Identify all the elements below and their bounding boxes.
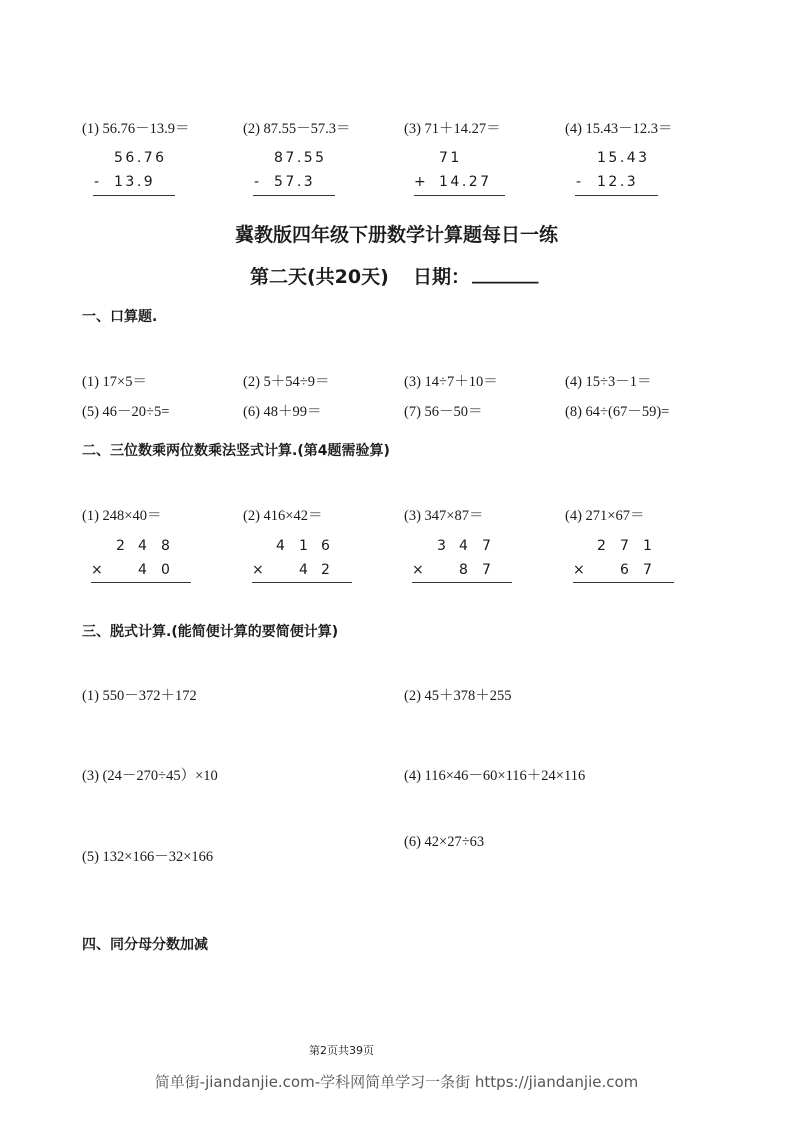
mul-4-op: × <box>573 562 585 578</box>
mul-2-digit: 6 <box>321 538 330 554</box>
s2-problem-4: (4) 271×67＝ <box>565 508 645 524</box>
s1-problem-7: (7) 56－50＝ <box>404 404 483 420</box>
mul-2-op: × <box>252 562 264 578</box>
problem-top-4: (4) 15.43－12.3＝ <box>565 121 673 137</box>
mul-2-digit: 4 <box>299 562 308 578</box>
s1-problem-5: (5) 46－20÷5= <box>82 404 170 420</box>
mul-1-digit: 2 <box>116 538 125 554</box>
s1-problem-1: (1) 17×5＝ <box>82 374 147 390</box>
s1-problem-8: (8) 64÷(67－59)= <box>565 404 670 420</box>
page-title: 冀教版四年级下册数学计算题每日一练 <box>234 224 558 246</box>
section-4-heading: 四、同分母分数加减 <box>82 937 208 953</box>
s3-problem-4: (4) 116×46－60×116＋24×116 <box>404 768 586 784</box>
vertical-top-1-line <box>93 195 175 196</box>
vertical-top-1-op: - <box>94 174 102 190</box>
s3-problem-5: (5) 132×166－32×166 <box>82 849 214 865</box>
mul-4-digit: 7 <box>643 562 652 578</box>
vertical-top-3-op: + <box>414 174 429 190</box>
mul-4-digit: 6 <box>620 562 629 578</box>
s1-problem-2: (2) 5＋54÷9＝ <box>243 374 330 390</box>
vertical-top-3-line <box>414 195 505 196</box>
section-1-heading: 一、口算题. <box>82 309 158 325</box>
mul-3-digit: 4 <box>459 538 468 554</box>
day-label: 第二天(共20天) <box>250 266 389 288</box>
mul-3-digit: 7 <box>482 562 491 578</box>
section-2-heading: 二、三位数乘两位数乘法竖式计算.(第4题需验算) <box>82 443 390 459</box>
mul-1-digit: 8 <box>161 538 170 554</box>
s3-problem-2: (2) 45＋378＋255 <box>404 688 512 704</box>
mul-2-line <box>252 582 352 583</box>
page-number: 第2页共39页 <box>309 1044 374 1057</box>
problem-top-1: (1) 56.76－13.9＝ <box>82 121 190 137</box>
s3-problem-6: (6) 42×27÷63 <box>404 834 485 850</box>
mul-2-digit: 2 <box>321 562 330 578</box>
vertical-top-4-bottom: 12.3 <box>597 174 639 190</box>
mul-2-digit: 1 <box>299 538 308 554</box>
s3-problem-1: (1) 550－372＋172 <box>82 688 197 704</box>
s2-problem-2: (2) 416×42＝ <box>243 508 323 524</box>
mul-2-digit: 4 <box>276 538 285 554</box>
section-3-heading: 三、脱式计算.(能简便计算的要简便计算) <box>82 624 339 640</box>
vertical-top-4-top: 15.43 <box>597 150 650 166</box>
mul-4-digit: 1 <box>643 538 652 554</box>
vertical-top-2-op: - <box>254 174 262 190</box>
mul-3-digit: 3 <box>437 538 446 554</box>
s2-problem-3: (3) 347×87＝ <box>404 508 484 524</box>
mul-1-line <box>91 582 191 583</box>
vertical-top-1-top: 56.76 <box>114 150 167 166</box>
problem-top-2: (2) 87.55－57.3＝ <box>243 121 351 137</box>
s2-problem-1: (1) 248×40＝ <box>82 508 162 524</box>
mul-1-digit: 4 <box>138 562 147 578</box>
date-blank: _______ <box>472 262 539 284</box>
problem-top-3: (3) 71＋14.27＝ <box>404 121 501 137</box>
vertical-top-1-bottom: 13.9 <box>114 174 156 190</box>
mul-3-line <box>412 582 512 583</box>
mul-1-digit: 0 <box>161 562 170 578</box>
mul-3-digit: 7 <box>482 538 491 554</box>
s3-problem-3: (3) (24－270÷45）×10 <box>82 768 218 784</box>
s1-problem-3: (3) 14÷7＋10＝ <box>404 374 498 390</box>
mul-3-digit: 8 <box>459 562 468 578</box>
vertical-top-2-line <box>253 195 335 196</box>
watermark: 简单街-jiandanjie.com-学科网简单学习一条街 https://jiandanjie.com <box>154 1073 639 1091</box>
vertical-top-4-op: - <box>576 174 584 190</box>
vertical-top-2-bottom: 57.3 <box>274 174 316 190</box>
mul-4-digit: 2 <box>597 538 606 554</box>
vertical-top-3-top: 71 <box>439 150 462 166</box>
mul-4-line <box>573 582 674 583</box>
vertical-top-4-line <box>575 195 658 196</box>
mul-1-digit: 4 <box>138 538 147 554</box>
date-label: 日期： <box>413 266 471 288</box>
mul-4-digit: 7 <box>620 538 629 554</box>
mul-1-op: × <box>91 562 103 578</box>
mul-3-op: × <box>412 562 424 578</box>
vertical-top-2-top: 87.55 <box>274 150 327 166</box>
s1-problem-6: (6) 48＋99＝ <box>243 404 322 420</box>
vertical-top-3-bottom: 14.27 <box>439 174 492 190</box>
s1-problem-4: (4) 15÷3－1＝ <box>565 374 652 390</box>
